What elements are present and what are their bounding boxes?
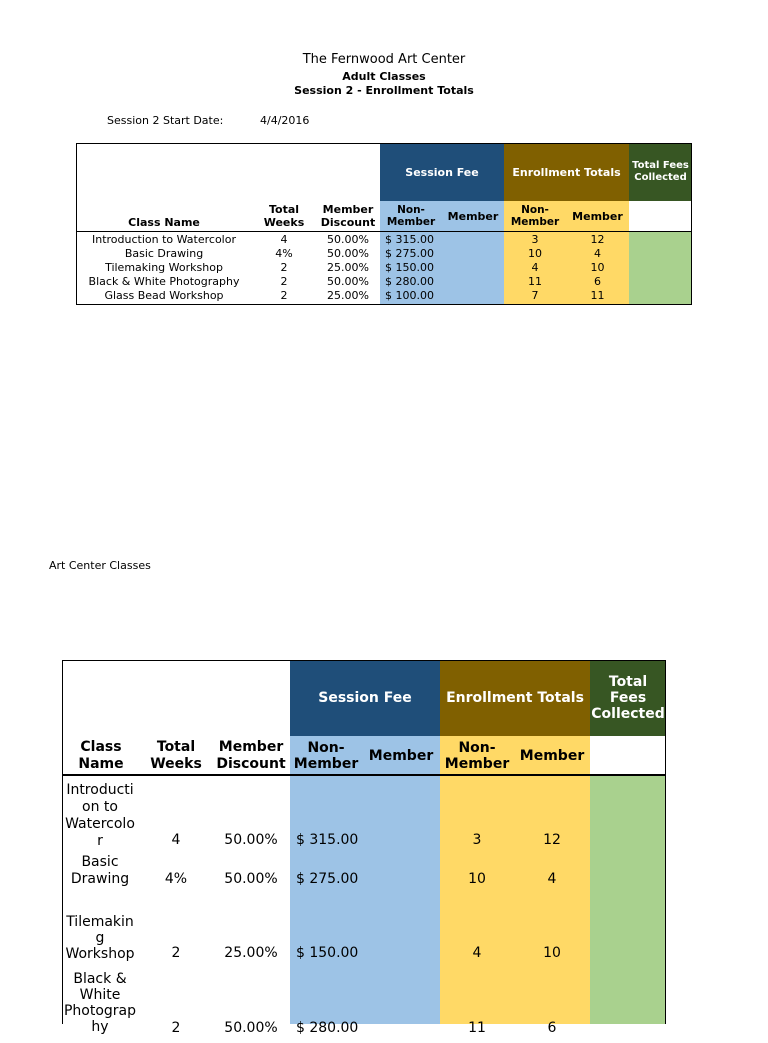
col-member-discount: Member Discount bbox=[320, 203, 376, 229]
row-enr-member: 12 bbox=[590, 232, 605, 246]
row-fee-non-member: $ 315.00 bbox=[385, 232, 434, 246]
row-class-name: Basic Drawing bbox=[70, 854, 130, 887]
row-member-discount: 50.00% bbox=[327, 232, 369, 246]
col-fee-non-member: Non-Member bbox=[386, 204, 436, 228]
row-fee-non-member: $ 275.00 bbox=[296, 871, 359, 887]
row-total-weeks: 2 bbox=[171, 945, 181, 961]
row-enr-member: 11 bbox=[590, 288, 605, 302]
report-subtitle: Adult Classes bbox=[342, 70, 426, 83]
row-class-name: Black & White Photograp hy bbox=[63, 971, 137, 1035]
row-class-name: Basic Drawing bbox=[124, 246, 204, 260]
row-total-weeks: 2 bbox=[280, 260, 288, 274]
row-member-discount: 25.00% bbox=[327, 260, 369, 274]
row-enr-non-member: 10 bbox=[528, 246, 542, 260]
row-fee-non-member: $ 280.00 bbox=[296, 1020, 359, 1036]
row-total-weeks: 4 bbox=[171, 832, 181, 848]
col-class-name: Class Name bbox=[128, 215, 200, 229]
row-enr-non-member: 7 bbox=[531, 288, 539, 302]
session-title: Session 2 - Enrollment Totals bbox=[294, 84, 474, 97]
report-title: The Fernwood Art Center bbox=[302, 52, 466, 67]
row-enr-non-member: 4 bbox=[472, 945, 482, 961]
row-member-discount: 50.00% bbox=[327, 246, 369, 260]
row-total-weeks: 4 bbox=[280, 232, 288, 246]
row-enr-non-member: 11 bbox=[468, 1020, 486, 1036]
session-fee-header: Session Fee bbox=[290, 660, 440, 736]
row-class-name: Introduction to Watercolor bbox=[91, 232, 236, 246]
row-member-discount: 50.00% bbox=[224, 871, 278, 887]
col-enr-member: Member bbox=[572, 209, 623, 223]
col-enr-member: Member bbox=[519, 747, 585, 764]
start-date-value[interactable]: 4/4/2016 bbox=[260, 114, 310, 127]
row-enr-member: 10 bbox=[543, 945, 561, 961]
row-total-weeks: 4% bbox=[275, 246, 293, 260]
session-fee-header: Session Fee bbox=[380, 143, 504, 201]
row-enr-non-member: 11 bbox=[528, 274, 542, 288]
row-enr-non-member: 3 bbox=[472, 832, 482, 848]
row-class-name: Tilemakin g Workshop bbox=[65, 914, 135, 962]
row-enr-member: 4 bbox=[594, 246, 601, 260]
row-enr-non-member: 3 bbox=[531, 232, 539, 246]
row-enr-member: 6 bbox=[547, 1020, 557, 1036]
col-enr-non-member: Non-Member bbox=[510, 204, 560, 228]
row-total-weeks: 4% bbox=[164, 871, 188, 887]
col-fee-member: Member bbox=[368, 747, 434, 764]
total-fees-subheader-blank bbox=[590, 736, 666, 775]
table-border-top bbox=[62, 660, 666, 661]
row-fee-non-member: $ 275.00 bbox=[385, 246, 434, 260]
total-fees-fill bbox=[629, 231, 692, 305]
table-caption: Art Center Classes bbox=[49, 559, 151, 572]
enrollment-table-large bbox=[62, 660, 666, 1036]
row-member-discount: 25.00% bbox=[327, 288, 369, 302]
row-fee-non-member: $ 150.00 bbox=[385, 260, 434, 274]
enrollment-totals-header: Enrollment Totals bbox=[504, 143, 629, 201]
row-member-discount: 50.00% bbox=[224, 1020, 278, 1036]
total-fees-subheader-blank bbox=[629, 201, 692, 231]
row-total-weeks: 2 bbox=[280, 274, 288, 288]
row-class-name: Tilemaking Workshop bbox=[105, 260, 223, 274]
row-member-discount: 50.00% bbox=[224, 832, 278, 848]
table-border-right bbox=[665, 660, 666, 1024]
row-fee-non-member: $ 150.00 bbox=[296, 945, 359, 961]
row-member-discount: 25.00% bbox=[224, 945, 278, 961]
row-class-name: Introducti on to Watercolo r bbox=[65, 782, 135, 849]
header-rule bbox=[62, 774, 666, 776]
row-fee-non-member: $ 280.00 bbox=[385, 274, 434, 288]
row-class-name: Glass Bead Workshop bbox=[104, 288, 224, 302]
enrollment-table-small bbox=[76, 143, 692, 305]
table-border-left bbox=[62, 660, 63, 1024]
row-enr-member: 6 bbox=[594, 274, 601, 288]
row-total-weeks: 2 bbox=[171, 1020, 181, 1036]
col-total-weeks: Total Weeks bbox=[263, 203, 305, 229]
col-fee-member: Member bbox=[447, 209, 499, 223]
row-fee-non-member: $ 100.00 bbox=[385, 288, 434, 302]
enrollment-totals-header: Enrollment Totals bbox=[440, 660, 590, 736]
row-fee-non-member: $ 315.00 bbox=[296, 832, 359, 848]
row-class-name: Black & White Photography bbox=[88, 274, 240, 288]
row-enr-member: 12 bbox=[543, 832, 561, 848]
row-member-discount: 50.00% bbox=[327, 274, 369, 288]
col-class-name: Class Name bbox=[78, 738, 124, 772]
col-enr-non-member: Non-Member bbox=[444, 739, 510, 772]
start-date-label: Session 2 Start Date: bbox=[107, 114, 224, 127]
total-fees-header: Total Fees Collected bbox=[590, 660, 666, 736]
row-enr-member: 4 bbox=[547, 871, 557, 887]
row-enr-non-member: 10 bbox=[468, 871, 486, 887]
col-member-discount: Member Discount bbox=[216, 738, 286, 772]
col-fee-non-member: Non-Member bbox=[293, 739, 359, 772]
row-total-weeks: 2 bbox=[280, 288, 288, 302]
row-enr-member: 10 bbox=[590, 260, 605, 274]
row-enr-non-member: 4 bbox=[531, 260, 539, 274]
total-fees-fill bbox=[590, 775, 666, 1024]
col-total-weeks: Total Weeks bbox=[150, 738, 202, 772]
total-fees-header: Total Fees Collected bbox=[629, 143, 692, 201]
